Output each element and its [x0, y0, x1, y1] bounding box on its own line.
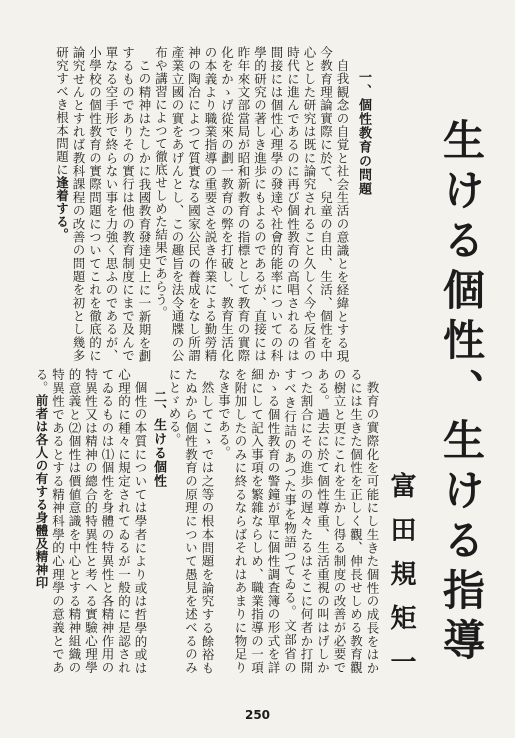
author-name: 富田規矩一 [386, 472, 416, 692]
article-title: 生ける個性、生ける指導 [437, 118, 486, 668]
paragraph [53, 46, 152, 362]
paragraph: 自我観念の自覚と社会生活の意識とを経緯とする現今教育理論實際に於て、兒童の自由、生活、個性を中心とした研究は既に論究されること久しく今や反省の時代に進んであるのに再び個性教育の高唱されるのは間接には個性心理學の發達や社會的能率についての科學的研究の著しき進歩にもよるのであるが、直接には昨年來文部當局が昭和新教育の指標として教育の實際化をかゝげ從來の劃一教育の弊を打破し、教育生活化の本義より職業指導の重要さを説き作業による勤勞精神の陶冶によつて質實なる國家公民の養成をなし所謂產業立國の實をあげんとし、この趣旨を法令通牒の公布や講習によつて徹底せしめた結果であらう。 [153, 46, 350, 362]
emphasized-phrase: 逢着する。 [54, 176, 70, 241]
section-heading-living-individuality: 二、生ける個性 [151, 390, 166, 488]
paragraph: 教育の實際化を可能にし生きた個性の成長をはかるには生きた個性を正しく觀、伸長せしめる教育觀の樹立と更にこれを生かし得る制度の改善が必要である。過去に於て個性尊重、生活重視の叫はげしかつた割合にその進歩の遅々たるはそこに何者か打開すべき行詰のあつた事を物語つてゐる。文部省のかゝる個性教育の警鐘が單に個性調査簿の形式を詳細にして記入事項を繁雜ならしめ、職業指導の一項を附加したのみに終るならばそれはあまりに物足りなき事である。 [216, 368, 380, 674]
section-body-education-reform [167, 368, 380, 674]
page-number: 250 [244, 708, 271, 722]
paragraph [33, 368, 149, 674]
paragraph-text: 個性の本質については學者により或は哲學的或は心理的に種々に規定されてゐるが一般的に是認されてゐるものは⑴個性を身體の特異性と各精神作用の特異性又は精神の總合的特異性と考へる實驗心理學的意義と⑵個性は價値意識を中心とする精神組織の特異性であるとする精神科學的心理學の意義とである。 [34, 368, 148, 674]
section-body-living-individuality [8, 368, 148, 674]
paragraph-text: この精神はたしかに我國教育發達史上に一新期を劃するものでありその實行は他の教育制度にまで及んで單なる空手形で終らない事を力強く思ふのであるが、小學校の個性教育の實際問題についてこれを徹底的に論究せんとすれば教科課程の改善の問題を初とし幾多研究すべき根本問題に [54, 46, 152, 362]
emphasized-phrase: 前者は各人の有する身體及精神印 [34, 394, 49, 589]
paragraph: 然してこゝでは之等の根本問題を論究する餘裕もたぬから個性教育の原理について愚見を述べるのみにとゞめる。 [167, 368, 215, 674]
section-body-individuality-education [54, 46, 350, 362]
section-heading-individuality-education: 一、個性教育の問題 [356, 70, 371, 196]
